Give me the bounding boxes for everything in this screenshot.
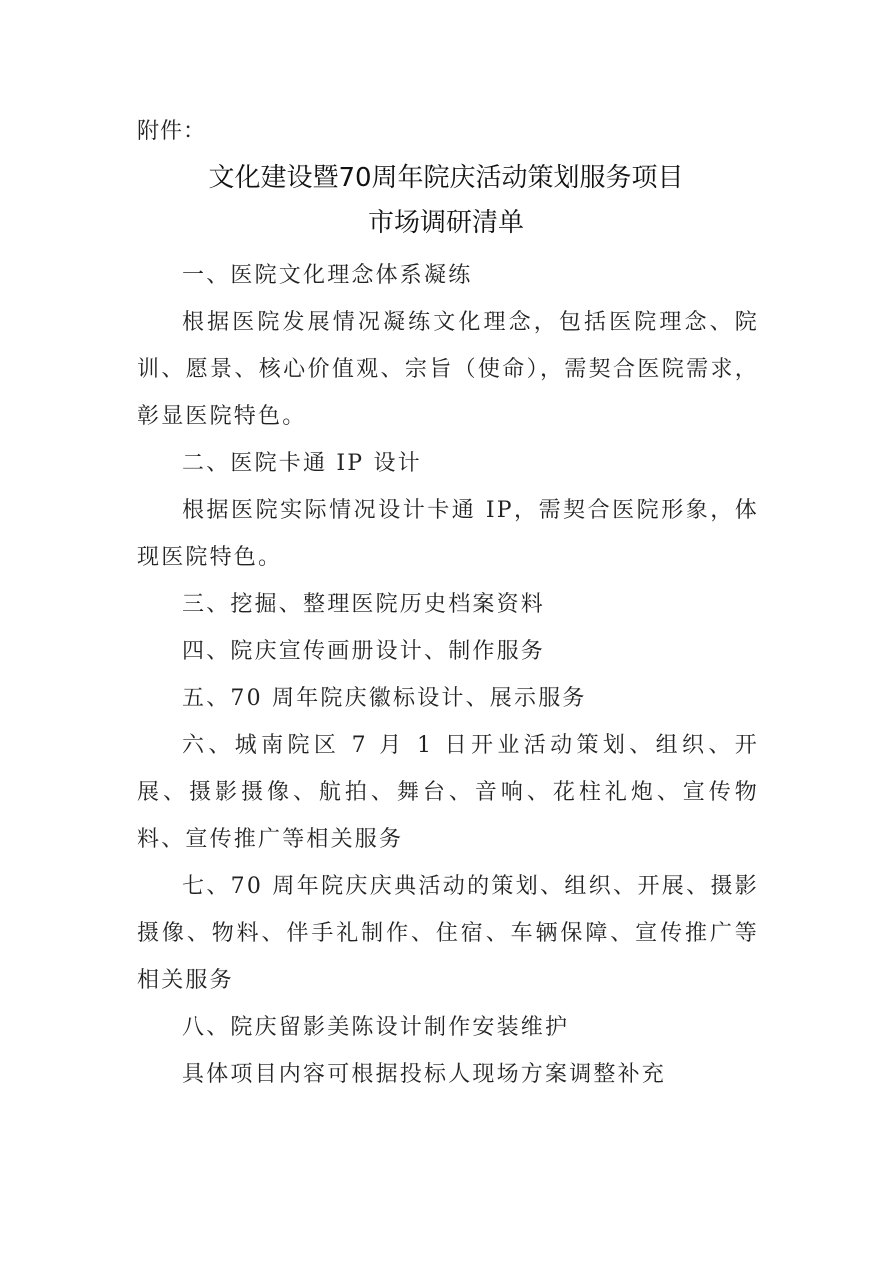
closing-note: 具体项目内容可根据投标人现场方案调整补充 xyxy=(182,1062,667,1087)
section-heading-photo-display: 八、院庆留影美陈设计制作安装维护 xyxy=(182,1015,570,1040)
section-heading-anniversary-ceremony: 七、70 周年院庆庆典活动的策划、组织、开展、摄影摄像、物料、伴手礼制作、住宿、车辆保障、宣传推广等相关服务 xyxy=(137,874,759,993)
section-text-cartoon-ip: 根据医院实际情况设计卡通 IP，需契合医院形象，体现医院特色。 xyxy=(137,498,759,570)
section-heading-logo-design: 五、70 周年院庆徽标设计、展示服务 xyxy=(182,686,587,711)
annex-label: 附件： xyxy=(137,119,207,144)
document-title-line2: 市场调研清单 xyxy=(367,208,524,238)
document-title-line1: 文化建设暨70周年院庆活动策划服务项目 xyxy=(208,163,684,193)
section-heading-cartoon-ip: 二、医院卡通 IP 设计 xyxy=(182,451,422,476)
document-body xyxy=(137,252,759,1098)
section-heading-opening-event: 六、城南院区 7 月 1 日开业活动策划、组织、开展、摄影摄像、航拍、舞台、音响、花柱礼炮、宣传物料、宣传推广等相关服务 xyxy=(137,733,759,852)
section-heading-brochure: 四、院庆宣传画册设计、制作服务 xyxy=(182,639,546,664)
section-text-culture-concept: 根据医院发展情况凝练文化理念，包括医院理念、院训、愿景、核心价值观、宗旨（使命），需契合医院需求，彰显医院特色。 xyxy=(137,310,759,429)
section-heading-culture-concept: 一、医院文化理念体系凝练 xyxy=(182,263,473,288)
section-heading-history-archives: 三、挖掘、整理医院历史档案资料 xyxy=(182,592,546,617)
